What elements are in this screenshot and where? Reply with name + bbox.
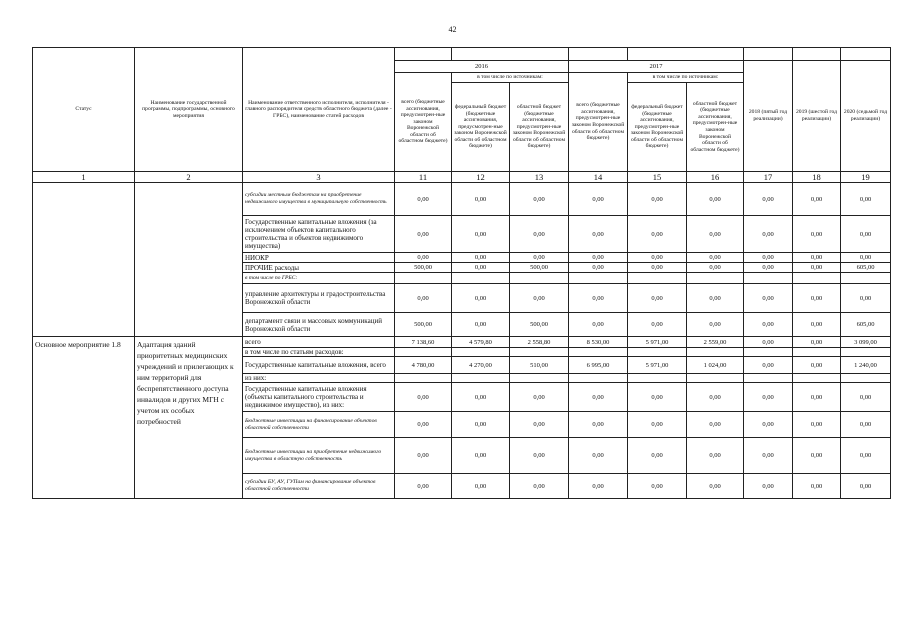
value-cell: 0,00 [395,383,452,412]
value-cell: 0,00 [687,263,744,273]
header-federal-2017: федеральный бюджет (бюджетные ассигнования, предусмотрен-ные законом Воронежской области об областном бюджете) [628,83,687,172]
value-cell: 500,00 [510,263,569,273]
value-cell: 0,00 [744,438,793,474]
value-cell: 0,00 [744,253,793,263]
value-cell [510,374,569,383]
header-name: Наименование государственной программы, подпрограммы, основного мероприятия [135,48,243,172]
value-cell: 0,00 [452,183,510,216]
value-cell: 0,00 [452,412,510,438]
value-cell: 0,00 [510,284,569,313]
value-cell: 0,00 [793,337,841,348]
value-cell [510,348,569,357]
row-label: субсидии местным бюджетам на приобретение недвижимого имущества в муниципальную собственность [243,183,395,216]
value-cell [395,374,452,383]
value-cell: 0,00 [744,263,793,273]
value-cell: 0,00 [793,357,841,374]
value-cell: 0,00 [510,216,569,253]
value-cell: 0,00 [395,438,452,474]
value-cell: 0,00 [569,313,628,337]
column-number: 14 [569,172,628,183]
header-total-2017: всего (бюджетные ассигнования, предусмотрен-ные законом Воронежской области об областном бюджете) [569,73,628,172]
column-number: 19 [841,172,891,183]
column-number: 3 [243,172,395,183]
row-label: ПРОЧИЕ расходы [243,263,395,273]
value-cell: 7 138,60 [395,337,452,348]
value-cell: 0,00 [841,412,891,438]
value-cell: 0,00 [569,412,628,438]
header-year-2018: 2018 (пятый год реализации) [744,61,793,172]
value-cell [687,374,744,383]
value-cell: 0,00 [841,216,891,253]
value-cell: 0,00 [793,383,841,412]
value-cell: 1 024,00 [687,357,744,374]
value-cell: 0,00 [687,438,744,474]
value-cell: 0,00 [395,183,452,216]
row-label: в том числе по ГРБС: [243,273,395,284]
status-cell-prev [33,183,135,337]
column-number: 2 [135,172,243,183]
value-cell: 0,00 [395,253,452,263]
value-cell: 0,00 [687,383,744,412]
value-cell: 0,00 [687,474,744,499]
header-total-2016: всего (бюджетные ассигнования, предусмотрен-ные законом Воронежской области об областном бюджете) [395,73,452,172]
value-cell: 0,00 [452,263,510,273]
value-cell: 0,00 [841,383,891,412]
table-row [33,337,891,348]
value-cell: 0,00 [687,216,744,253]
value-cell: 605,00 [841,313,891,337]
column-number: 16 [687,172,744,183]
value-cell: 0,00 [395,412,452,438]
value-cell [569,374,628,383]
value-cell: 0,00 [744,313,793,337]
value-cell [687,348,744,357]
value-cell: 0,00 [687,284,744,313]
header-blank [452,48,569,61]
value-cell: 5 971,00 [628,357,687,374]
row-label: Государственные капитальные вложения, всего [243,357,395,374]
header-sources-2016: в том числе по источникам: [452,73,569,83]
value-cell: 0,00 [569,253,628,263]
value-cell: 5 971,00 [628,337,687,348]
status-cell: Основное мероприятие 1.8 [33,337,135,499]
name-cell-prev [135,183,243,337]
row-label: НИОКР [243,253,395,263]
value-cell: 3 099,00 [841,337,891,348]
header-sources-2017: в том числе по источникам: [628,73,744,83]
value-cell: 510,00 [510,357,569,374]
value-cell: 0,00 [628,474,687,499]
value-cell: 0,00 [793,216,841,253]
value-cell: 4 270,00 [452,357,510,374]
value-cell: 0,00 [628,263,687,273]
value-cell [793,348,841,357]
value-cell: 0,00 [744,216,793,253]
value-cell: 0,00 [452,216,510,253]
header-grbs: Наименование ответственного исполнителя, исполнителя - главного распорядителя средств областного бюджета (далее - ГРБС), наименование статей расходов [243,48,395,172]
column-number: 18 [793,172,841,183]
value-cell: 0,00 [744,337,793,348]
column-number: 11 [395,172,452,183]
row-label: Государственные капитальные вложения (объекты капитального строительства и недвижимое имущество), из них: [243,383,395,412]
header-blank [793,48,841,61]
header-regional-2016: областной бюджет (бюджетные ассигнования, предусмотрен-ные законом Воронежской области об областном бюджете) [510,83,569,172]
value-cell: 0,00 [395,216,452,253]
value-cell: 0,00 [841,474,891,499]
value-cell: 0,00 [687,313,744,337]
value-cell: 0,00 [793,474,841,499]
value-cell: 0,00 [793,438,841,474]
value-cell [395,348,452,357]
value-cell: 0,00 [395,284,452,313]
value-cell: 0,00 [744,357,793,374]
value-cell: 0,00 [841,438,891,474]
value-cell [793,374,841,383]
value-cell: 0,00 [793,263,841,273]
value-cell [841,374,891,383]
header-blank [569,48,628,61]
value-cell: 0,00 [395,474,452,499]
value-cell: 0,00 [452,253,510,263]
value-cell: 0,00 [841,253,891,263]
value-cell [628,374,687,383]
value-cell [452,348,510,357]
header-year-2020: 2020 (седьмой год реализации) [841,61,891,172]
value-cell [841,348,891,357]
value-cell: 0,00 [628,412,687,438]
value-cell: 0,00 [793,253,841,263]
column-number: 17 [744,172,793,183]
value-cell: 6 995,00 [569,357,628,374]
header-blank [395,48,452,61]
value-cell: 0,00 [510,474,569,499]
value-cell: 0,00 [841,183,891,216]
value-cell [628,348,687,357]
value-cell: 0,00 [569,383,628,412]
value-cell [793,273,841,284]
value-cell: 0,00 [841,284,891,313]
header-blank [841,48,891,61]
value-cell: 0,00 [793,284,841,313]
column-number: 12 [452,172,510,183]
value-cell: 1 240,00 [841,357,891,374]
value-cell: 0,00 [687,183,744,216]
value-cell [744,374,793,383]
value-cell [628,273,687,284]
value-cell: 0,00 [744,383,793,412]
row-label: Бюджетные инвестиции на приобретение недвижимого имущества в областную собственность [243,438,395,474]
value-cell [841,273,891,284]
header-blank [744,48,793,61]
value-cell: 0,00 [628,183,687,216]
value-cell: 0,00 [744,284,793,313]
value-cell: 0,00 [452,383,510,412]
header-blank [628,48,744,61]
value-cell: 0,00 [793,313,841,337]
page-number: 42 [448,25,457,34]
value-cell: 0,00 [510,438,569,474]
value-cell [687,273,744,284]
value-cell: 2 559,00 [687,337,744,348]
value-cell: 8 530,00 [569,337,628,348]
row-label: департамент связи и массовых коммуникаций Воронежской области [243,313,395,337]
value-cell: 4 780,00 [395,357,452,374]
column-number: 15 [628,172,687,183]
value-cell: 0,00 [569,183,628,216]
value-cell: 500,00 [510,313,569,337]
header-year-2016: 2016 [395,61,569,73]
value-cell: 605,00 [841,263,891,273]
value-cell: 0,00 [628,313,687,337]
value-cell [744,273,793,284]
value-cell: 0,00 [628,383,687,412]
value-cell [744,348,793,357]
row-label: из них: [243,374,395,383]
value-cell: 0,00 [510,383,569,412]
value-cell [569,348,628,357]
value-cell: 4 579,80 [452,337,510,348]
value-cell: 0,00 [569,284,628,313]
value-cell: 0,00 [510,412,569,438]
table-row [33,183,891,216]
budget-table [32,47,891,499]
value-cell: 0,00 [569,216,628,253]
header-status: Статус [33,48,135,172]
value-cell: 0,00 [452,313,510,337]
value-cell: 0,00 [569,263,628,273]
value-cell [452,374,510,383]
value-cell: 0,00 [793,412,841,438]
value-cell: 0,00 [744,183,793,216]
value-cell: 0,00 [452,438,510,474]
value-cell: 0,00 [569,474,628,499]
value-cell [452,273,510,284]
row-label: Бюджетные инвестиции на финансирование объектов областной собственности [243,412,395,438]
value-cell [569,273,628,284]
value-cell: 0,00 [452,474,510,499]
row-label: управление архитектуры и градостроительства Воронежской области [243,284,395,313]
header-regional-2017: областной бюджет (бюджетные ассигнования, предусмотрен-ные законом Воронежской области об областном бюджете) [687,83,744,172]
value-cell: 0,00 [744,412,793,438]
header-federal-2016: федеральный бюджет (бюджетные ассигнования, предусмотрен-ные законом Воронежской области об областном бюджете) [452,83,510,172]
column-number: 13 [510,172,569,183]
value-cell: 0,00 [510,253,569,263]
value-cell [510,273,569,284]
row-label: Государственные капитальные вложения (за исключением объектов капитального строительства и объектов недвижимого имущества) [243,216,395,253]
row-label: в том числе по статьям расходов: [243,348,395,357]
value-cell: 0,00 [687,253,744,263]
row-label: всего [243,337,395,348]
value-cell: 0,00 [687,412,744,438]
value-cell: 0,00 [793,183,841,216]
value-cell: 0,00 [569,438,628,474]
column-number: 1 [33,172,135,183]
value-cell: 0,00 [744,474,793,499]
header-year-2017: 2017 [569,61,744,73]
value-cell [395,273,452,284]
value-cell: 0,00 [452,284,510,313]
value-cell: 500,00 [395,263,452,273]
value-cell: 0,00 [628,216,687,253]
header-year-2019: 2019 (шестой год реализации) [793,61,841,172]
measure-name-cell: Адаптация зданий приоритетных медицинских учреждений и прилегающих к ним территорий для беспрепятственного доступа инвалидов и других МГН с учетом их особых потребностей [135,337,243,499]
value-cell: 0,00 [628,253,687,263]
value-cell: 0,00 [628,438,687,474]
value-cell: 0,00 [510,183,569,216]
row-label: субсидии БУ, АУ, ГУПам на финансирование объектов областной собственности [243,474,395,499]
value-cell: 0,00 [628,284,687,313]
value-cell: 500,00 [395,313,452,337]
value-cell: 2 558,80 [510,337,569,348]
